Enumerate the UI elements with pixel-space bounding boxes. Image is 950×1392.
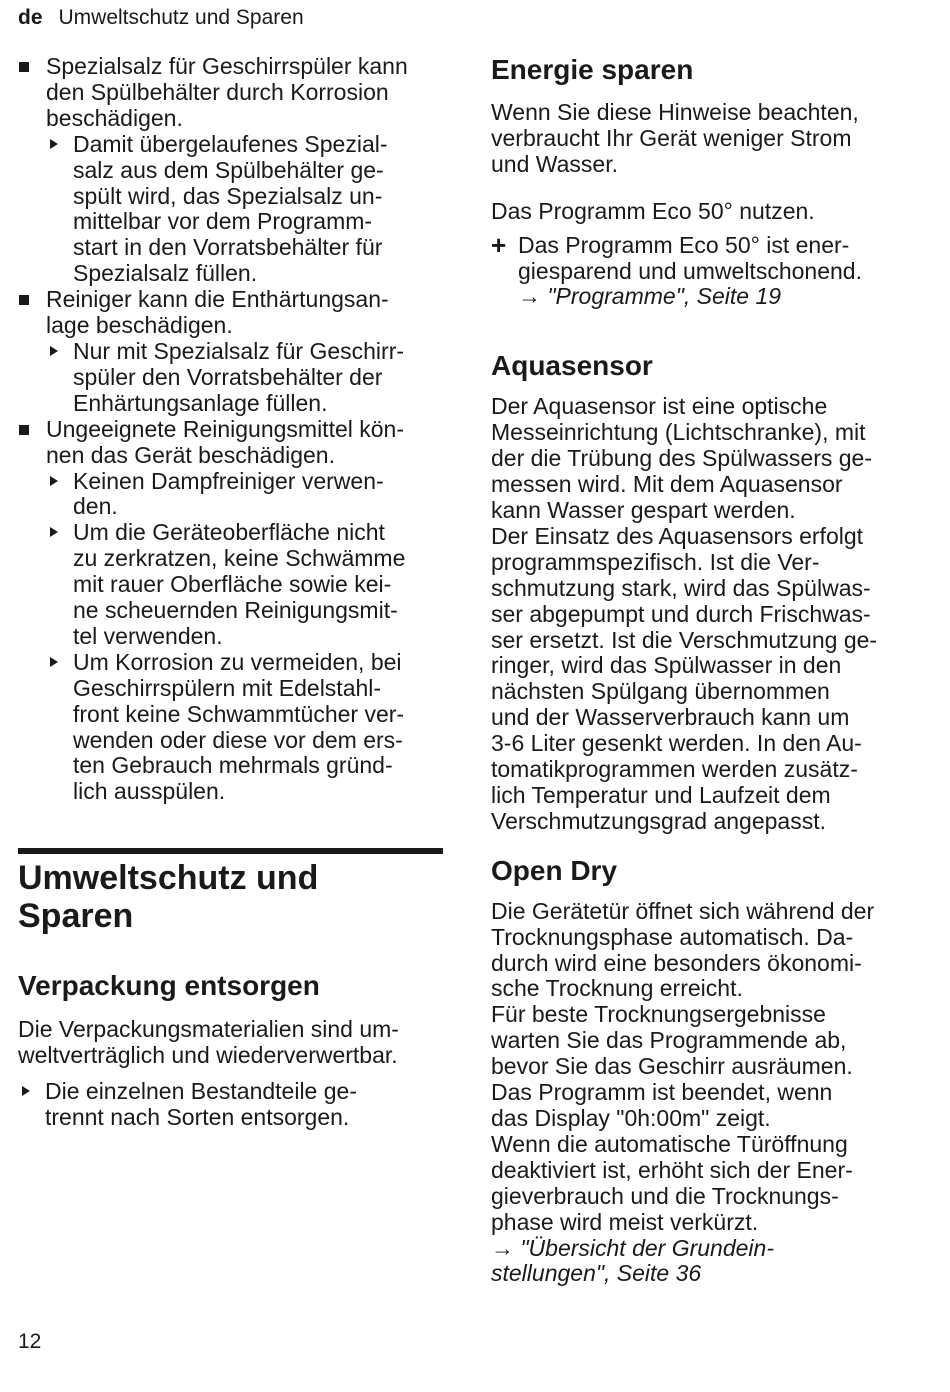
warning-item [18,54,446,287]
warning-text: Spezialsalz für Geschirrspüler kann den Spülbehälter durch Korrosion beschädigen. [46,53,408,131]
step-text: Die einzelnen Bestandteile ge- trennt nach Sorten entsorgen. [45,1078,357,1130]
header-title: Umweltschutz und Sparen [58,6,304,29]
remedy-step [46,339,446,417]
aquasensor-body: Der Aquasensor ist eine optische Messeinrichtung (Lichtschranke), mit der die Trübung des Spülwassers ge- messen wird. Mit dem Aquasensor kann Wasser gespart werden. Der Einsatz des Aquasensors erfolgt programmspezifisch. Ist die Ver- schmutzung stark, wird das Spülwas- ser abgepumpt und durch Frischwas- ser ersetzt. Ist die Verschmutzung ge- ringer, wird das Spülwasser in den nächsten Spülgang übernommen und der Wasserverbrauch kann um 3-6 Liter gesenkt werden. In den Au- tomatikprogrammen werden zusätz- lich Temperatur und Laufzeit dem Verschmutzungsgrad angepasst. [491,393,878,834]
energie-advantage [491,229,931,311]
remedy-step [46,132,446,287]
remedy-text: Nur mit Spezialsalz für Geschirr- spüler den Vorratsbehälter der Enhärtungsanlage füllen. [73,337,405,416]
heading-aquasensor: Aquasensor [491,350,653,382]
energie-body: Wenn Sie diese Hinweise beachten, verbraucht Ihr Gerät weniger Strom und Wasser. [491,99,859,177]
left-column [18,54,446,1131]
verpackung-step [18,1079,446,1131]
running-header [18,5,304,31]
advantage-text: Das Programm Eco 50° ist ener- giesparend und umweltschonend. [518,231,862,284]
triangle-bullet-icon [50,139,58,149]
open-dry-body: Die Gerätetür öffnet sich während der Trocknungsphase automatisch. Da- durch wird eine besonders ökonomi- sche Trocknung erreicht. Für beste Trocknungsergebnisse warten Sie das Programmende ab, bevor Sie das Geschirr ausräumen. Das Programm ist beendet, wenn das Display "0h:00m" zeigt. Wenn die automatische Türöffnung deaktiviert ist, erhöht sich der Ener- gieverbrauch und die Trocknungs- phase wird meist verkürzt. [491,897,875,1235]
arrow-right-icon: → [491,1234,514,1261]
heading-energie: Energie sparen [491,54,694,85]
page-number: 12 [18,1330,42,1353]
remedy-text: Keinen Dampfreiniger verwen- den. [73,467,384,520]
heading-verpackung: Verpackung entsorgen [18,970,320,1002]
energie-tip: Das Programm Eco 50° nutzen. [491,197,815,224]
right-column [491,54,931,1287]
plus-icon: + [491,229,507,260]
warning-list [18,54,446,805]
arrow-right-icon: → [518,283,541,310]
square-bullet-icon [19,62,29,72]
verpackung-body: Die Verpackungsmaterialien sind um- weltverträglich und wiederverwertbar. [18,1016,399,1069]
remedy-step [46,469,446,521]
remedy-text: Um Korrosion zu vermeiden, bei Geschirrspülern mit Edelstahl- front keine Schwammtücher ver- wenden oder diese vor dem ers- ten Gebrauch mehrmals gründ- lich ausspülen. [73,648,405,805]
cross-reference-grundeinstellungen[interactable] [491,1236,931,1288]
remedy-text: Um die Geräteoberfläche nicht zu zerkratzen, keine Schwämme mit rauer Oberfläche sowie kei- ne scheuernden Reinigungsmit- tel verwenden. [73,519,406,649]
warning-item [18,417,446,806]
warning-text: Reiniger kann die Enthärtungsan- lage beschädigen. [46,286,389,339]
square-bullet-icon [19,425,29,435]
warning-item [18,287,446,417]
section-title: Umweltschutz und Sparen [18,859,319,936]
remedy-text: Damit übergelaufenes Spezial- salz aus dem Spülbehälter ge- spült wird, das Spezialsalz un- mittelbar vor dem Programm- start in den Vorratsbehälter für Spezialsalz füllen. [73,130,388,287]
triangle-bullet-icon [50,527,58,537]
heading-open-dry: Open Dry [491,854,618,886]
reference-text: "Programme", Seite 19 [547,283,782,310]
triangle-bullet-icon [22,1086,30,1096]
section-rule [18,848,443,854]
warning-text: Ungeeignete Reinigungsmittel kön- nen das Gerät beschädigen. [46,415,404,468]
reference-text: "Übersicht der Grundein- stellungen", Seite 36 [491,1234,774,1287]
cross-reference-programme[interactable] [518,284,931,310]
remedy-step [46,520,446,650]
remedy-step [46,650,446,805]
triangle-bullet-icon [50,476,58,486]
triangle-bullet-icon [50,346,58,356]
triangle-bullet-icon [50,657,58,667]
language-code: de [18,6,43,29]
square-bullet-icon [19,295,29,305]
